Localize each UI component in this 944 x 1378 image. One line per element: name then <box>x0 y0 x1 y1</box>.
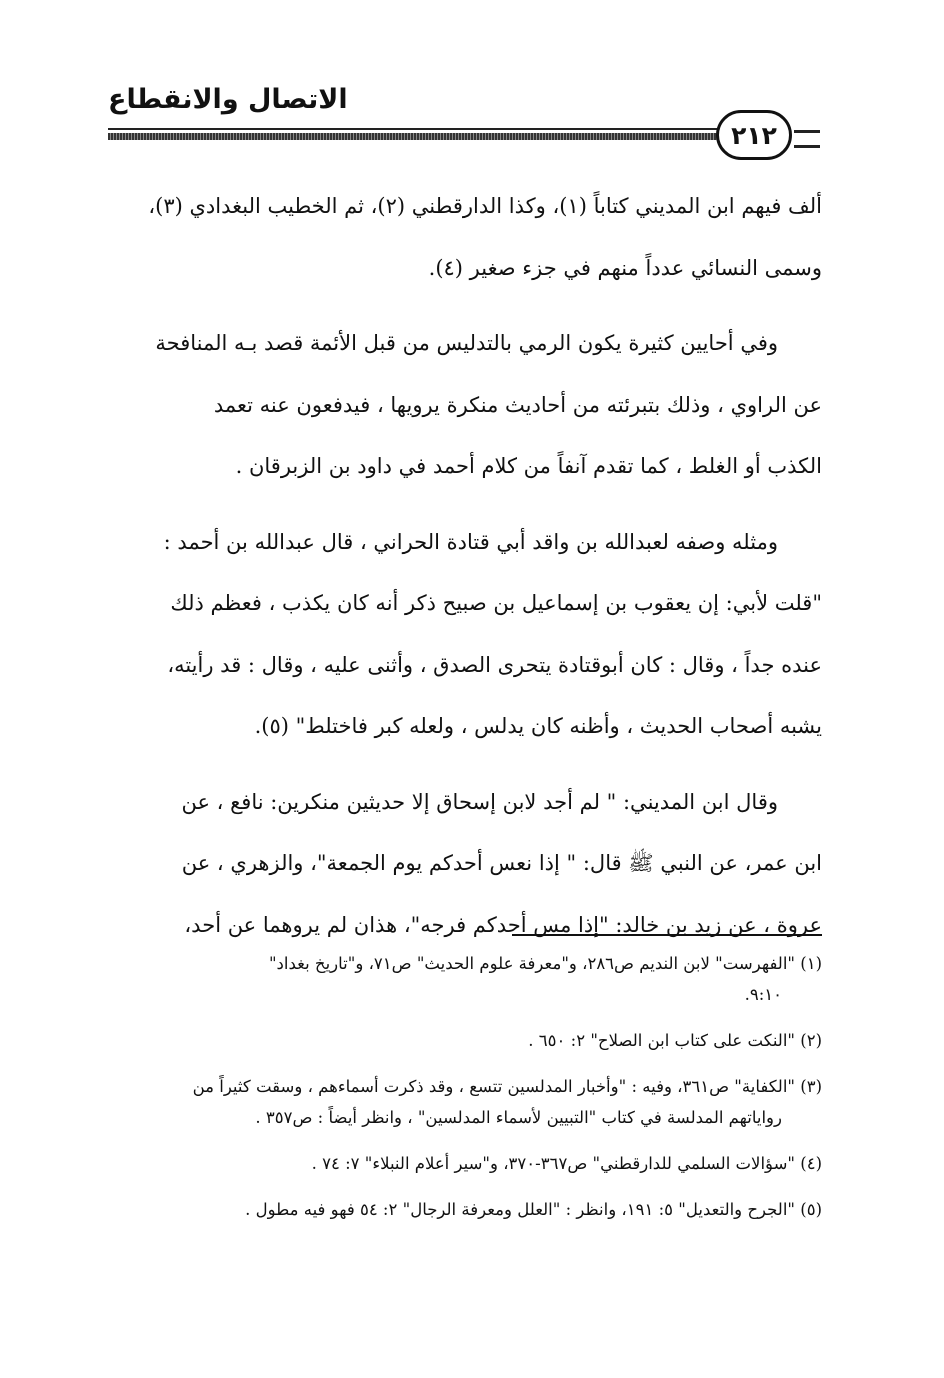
footnote-line: (٣) "الكفاية" ص٣٦١، وفيه : "وأخبار المدلسين تتسع ، وقد ذكرت أسماءهم ، وسقت كثيراً من <box>192 1077 822 1096</box>
footnote-line: (٥) "الجرح والتعديل" ٥: ١٩١، وانظر : "العلل ومعرفة الرجال" ٢: ٥٤ فهو فيه مطول . <box>245 1200 822 1219</box>
paragraph <box>100 313 822 498</box>
footnote-line: (٢) "النكت على كتاب ابن الصلاح" ٢: ٦٥٠ . <box>528 1031 822 1050</box>
footnote-separator <box>512 934 822 936</box>
header-rule-right <box>794 130 820 148</box>
text-line: الكذب أو الغلط ، كما تقدم آنفاً من كلام أحمد في داود بن الزبرقان . <box>235 454 822 478</box>
text-line: ومثله وصفه لعبدالله بن واقد أبي قتادة الحراني ، قال عبدالله بن أحمد : <box>163 529 778 554</box>
paragraph <box>100 772 822 957</box>
footnote-line: (٤) "سؤالات السلمي للدارقطني" ص٣٦٧-٣٧٠، و"سير أعلام النبلاء" ٧: ٧٤ . <box>311 1154 822 1173</box>
main-text <box>100 176 822 970</box>
footnote <box>100 1025 822 1056</box>
page-number: ٢١٢ <box>716 110 792 160</box>
footnote-line: رواياتهم المدلسة في كتاب "التبيين لأسماء المدلسين" ، وانظر أيضاً : ص٣٥٧ . <box>255 1108 782 1127</box>
text-line: عن الراوي ، وذلك بتبرئته من أحاديث منكرة يرويها ، فيدفعون عنه تعمد <box>213 392 822 417</box>
text-line: عروة ، عن زيد بن خالد: "إذا مس أحدكم فرجه"، هذان لم يروهما عن أحد، <box>184 912 822 937</box>
text-line: ابن عمر، عن النبي ﷺ قال: " إذا نعس أحدكم يوم الجمعة"، والزهري ، عن <box>181 851 822 875</box>
footnote <box>100 1194 822 1225</box>
text-line: وقال ابن المديني: " لم أجد لابن إسحاق إلا حديثين منكرين: نافع ، عن <box>181 789 778 814</box>
running-header-title: الاتصال والانقطاع <box>108 84 348 115</box>
text-line: يشبه أصحاب الحديث ، وأظنه كان يدلس ، ولعله كبر فاختلط" (٥). <box>254 714 822 738</box>
text-line: عنده جداً ، وقال : كان أبوقتادة يتحرى الصدق ، وأثنى عليه ، وقال : قد رأيته، <box>167 652 822 677</box>
text-line: "قلت لأبي: إن يعقوب بن إسماعيل بن صبيح ذكر أنه كان يكذب ، فعظم ذلك <box>170 591 822 615</box>
footnote <box>100 1148 822 1179</box>
footnote <box>100 1071 822 1133</box>
footnotes <box>100 948 822 1240</box>
header-ornament-bar <box>108 133 718 140</box>
paragraph <box>100 512 822 758</box>
text-line: وفي أحايين كثيرة يكون الرمي بالتدليس من قبل الأئمة قصد بـه المنافحة <box>155 331 778 355</box>
text-line: ألف فيهم ابن المديني كتاباً (١)، وكذا الدارقطني (٢)، ثم الخطيب البغدادي (٣)، <box>148 194 822 218</box>
header-rule <box>108 128 718 130</box>
text-line: وسمى النسائي عدداً منهم في جزء صغير (٤). <box>428 255 822 280</box>
paragraph <box>100 176 822 299</box>
footnote <box>100 948 822 1010</box>
footnote-line: ٩:١٠. <box>744 985 782 1004</box>
footnote-line: (١) "الفهرست" لابن النديم ص٢٨٦، و"معرفة علوم الحديث" ص٧١، و"تاريخ بغداد" <box>268 954 822 973</box>
